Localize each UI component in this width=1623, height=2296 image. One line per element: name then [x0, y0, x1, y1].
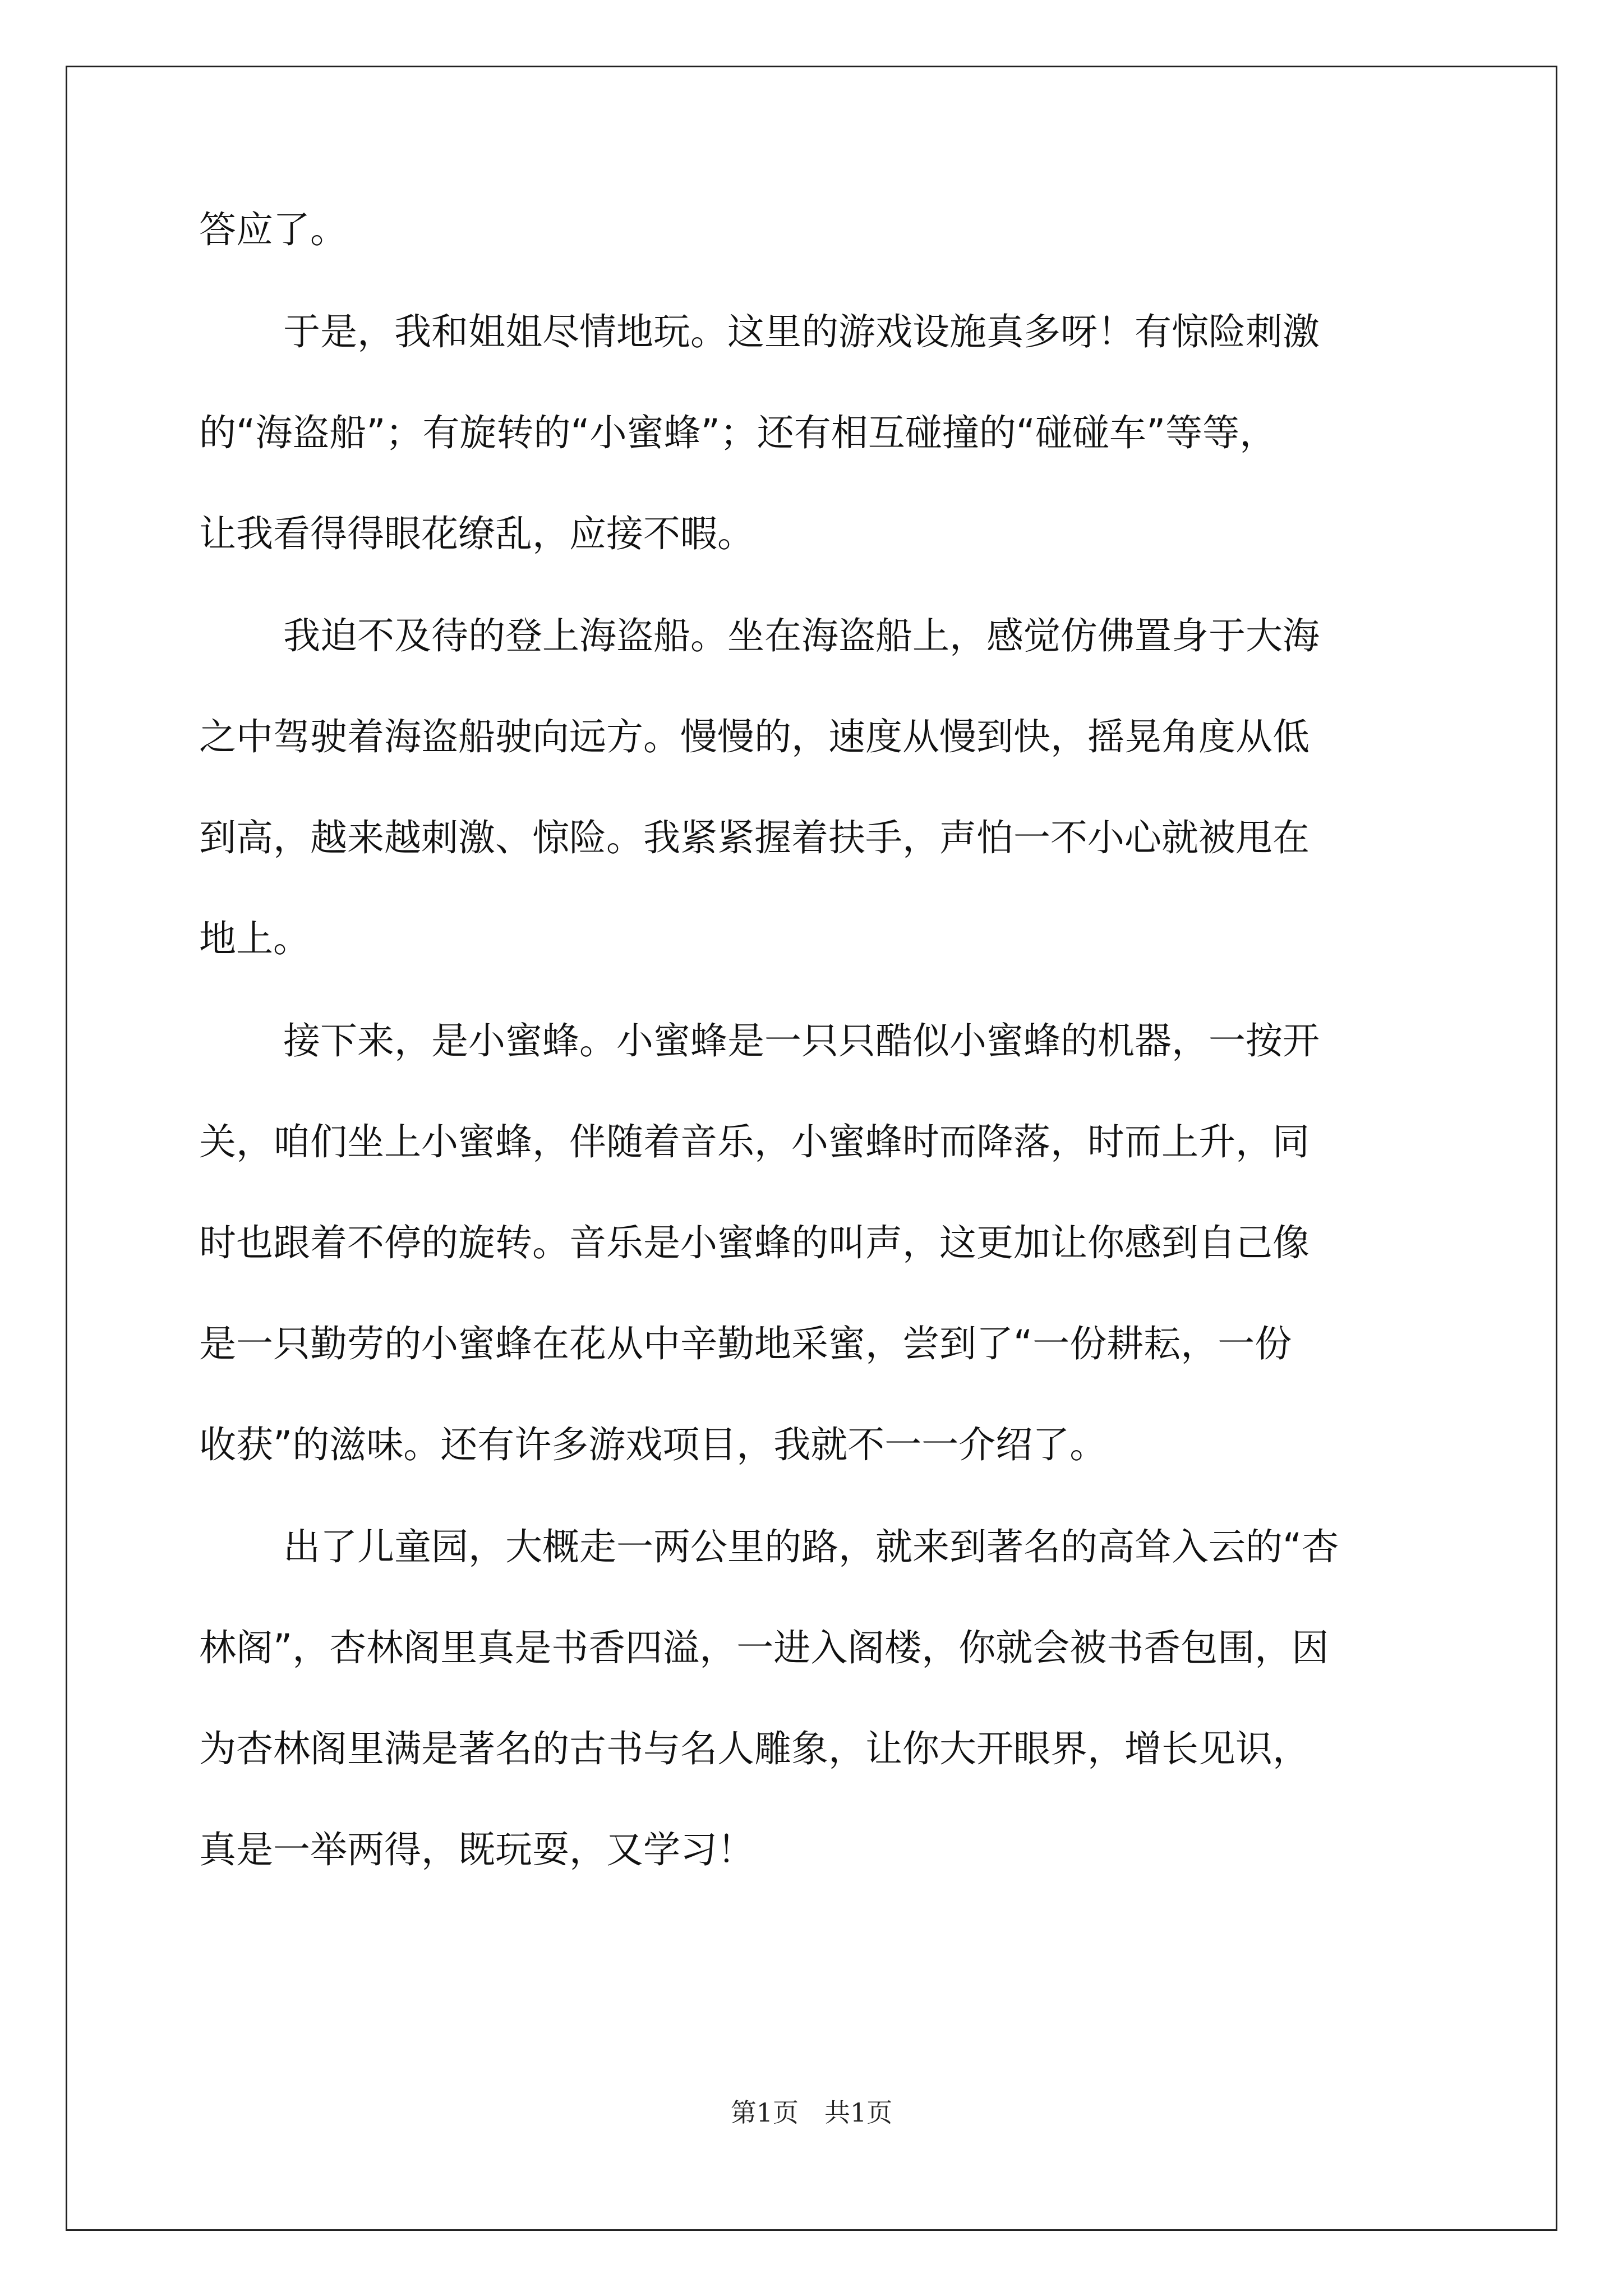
text-line: 时也跟着不停的旋转。音乐是小蜜蜂的叫声，这更加让你感到自己像 — [199, 1221, 1310, 1264]
text-line: 出了儿童园，大概走一两公里的路，就来到著名的高耸入云的“杏 — [283, 1525, 1339, 1568]
text-line: 真是一举两得，既玩耍，又学习！ — [199, 1828, 754, 1871]
text-line: 我迫不及待的登上海盗船。坐在海盗船上，感觉仿佛置身于大海 — [283, 614, 1320, 657]
text-line: 接下来，是小蜜蜂。小蜜蜂是一只只酷似小蜜蜂的机器，一按开 — [283, 1019, 1320, 1062]
text-line: 是一只勤劳的小蜜蜂在花从中辛勤地采蜜，尝到了“一份耕耘，一份 — [199, 1322, 1292, 1365]
text-line: 让我看得得眼花缭乱，应接不暇。 — [199, 512, 754, 555]
text-line: 地上。 — [199, 917, 310, 960]
text-line: 的“海盗船”；有旋转的“小蜜蜂”；还有相互碰撞的“碰碰车”等等， — [199, 411, 1277, 454]
text-line: 林阁”，杏林阁里真是书香四溢，一进入阁楼，你就会被书香包围，因 — [199, 1626, 1329, 1669]
text-line: 于是，我和姐姐尽情地玩。这里的游戏设施真多呀！有惊险刺激 — [283, 310, 1320, 353]
text-line: 答应了。 — [199, 208, 347, 251]
text-line: 之中驾驶着海盗船驶向远方。慢慢的，速度从慢到快，摇晃角度从低 — [199, 715, 1310, 758]
text-line: 到高，越来越刺激、惊险。我紧紧握着扶手，声怕一不小心就被甩在 — [199, 816, 1310, 859]
text-line: 收获”的滋味。还有许多游戏项目，我就不一一介绍了。 — [199, 1423, 1107, 1466]
page-number: 第1页 共1页 — [730, 2097, 893, 2128]
text-line: 为杏林阁里满是著名的古书与名人雕象，让你大开眼界，增长见识， — [199, 1727, 1310, 1770]
text-line: 关，咱们坐上小蜜蜂，伴随着音乐，小蜜蜂时而降落，时而上升，同 — [199, 1120, 1310, 1163]
